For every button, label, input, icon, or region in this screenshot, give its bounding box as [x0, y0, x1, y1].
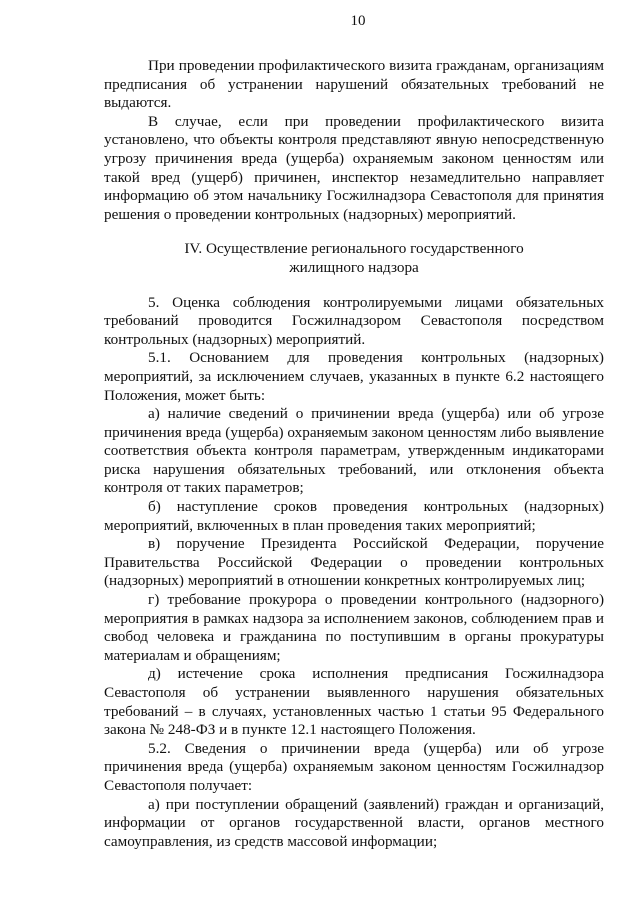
- section-heading: [104, 240, 604, 277]
- list-item: б) наступление сроков проведения контрольных (надзорных) мероприятий, включенных в план проведения таких мероприятий;: [104, 498, 604, 534]
- list-item: в) поручение Президента Российской Федерации, поручение Правительства Российской Федерации о проведении контрольных (надзорных) мероприятий в отношении конкретных контролируемых лиц;: [104, 535, 604, 590]
- spacer: [104, 224, 604, 240]
- list-item: а) при поступлении обращений (заявлений) граждан и организаций, информации от органов государственной власти, органов местного самоуправления, из средств массовой информации;: [104, 795, 604, 850]
- paragraph: 5.1. Основанием для проведения контрольных (надзорных) мероприятий, за исключением случаев, указанных в пункте 6.2 настоящего Положения, может быть:: [104, 349, 604, 404]
- section-heading-line: жилищного надзора: [289, 258, 419, 276]
- paragraph: В случае, если при проведении профилактического визита установлено, что объекты контроля представляют явную непосредственную угрозу причинения вреда (ущерба) охраняемым законом ценностям или такой вред (ущерб) причинен, инспектор незамедлительно направляет информацию об этом начальнику Госжилнадзора Севастополя для принятия решения о проведении контрольных (надзорных) мероприятий.: [104, 112, 604, 223]
- spacer: [104, 278, 604, 294]
- paragraph: При проведении профилактического визита гражданам, организациям предписания об устранении нарушений обязательных требований не выдаются.: [104, 57, 604, 112]
- section-heading-line: IV. Осуществление регионального государственного: [184, 240, 524, 258]
- paragraph: 5. Оценка соблюдения контролируемыми лицами обязательных требований проводится Госжилнадзором Севастополя посредством контрольных (надзорных) мероприятий.: [104, 293, 604, 348]
- list-item: д) истечение срока исполнения предписания Госжилнадзора Севастополя об устранении выявленного нарушения обязательных требований – в случаях, установленных частью 1 статьи 95 Федерального закона № 248-ФЗ и в пункте 12.1 настоящего Положения.: [104, 665, 604, 739]
- paragraph: 5.2. Сведения о причинении вреда (ущерба) или об угрозе причинения вреда (ущерба) охраняемым законом ценностям Госжилнадзор Севастополя получает:: [104, 739, 604, 794]
- list-item: а) наличие сведений о причинении вреда (ущерба) или об угрозе причинения вреда (ущерба) охраняемым законом ценностям либо выявление соответствия объекта контроля параметрам, утвержденным индикаторами риска нарушения обязательных требований, или отклонения объекта контроля от таких параметров;: [104, 405, 604, 497]
- page-number: 10: [350, 13, 366, 29]
- list-item: г) требование прокурора о проведении контрольного (надзорного) мероприятия в рамках надзора за исполнением законов, соблюдением прав и свобод человека и гражданина по поступившим в органы прокуратуры материалам и обращениям;: [104, 591, 604, 664]
